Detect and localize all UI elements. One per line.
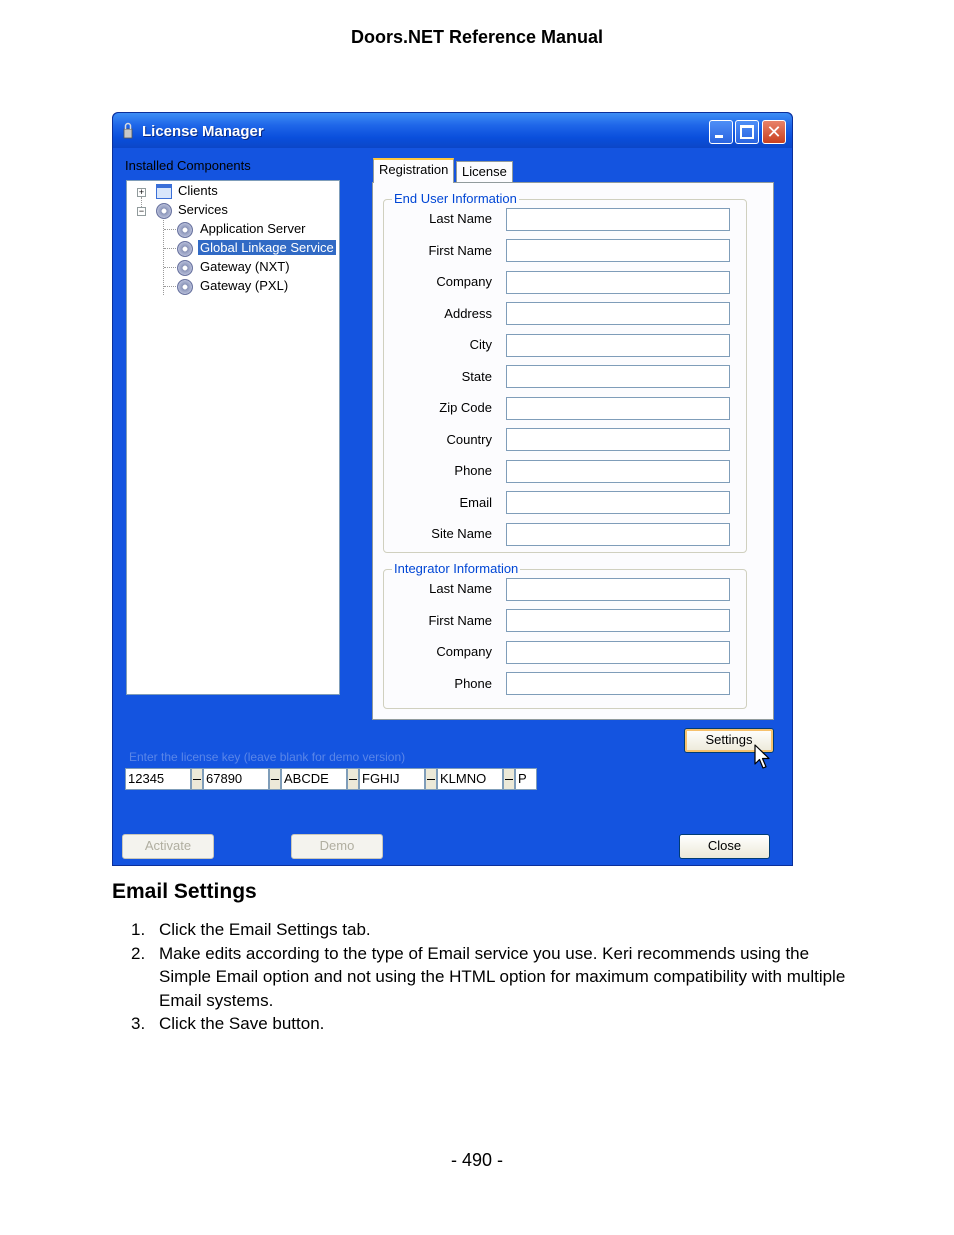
license-key-separator [269, 768, 281, 790]
gear-icon [177, 279, 193, 295]
close-window-button[interactable] [762, 120, 786, 144]
license-key-part-2[interactable]: 67890 [203, 768, 269, 790]
state-label: State [461, 369, 492, 384]
minimize-button[interactable] [709, 120, 733, 144]
tree-connector [164, 267, 176, 268]
license-manager-window [112, 112, 793, 866]
document-header: Doors.NET Reference Manual [350, 27, 604, 47]
city-label: City [469, 337, 492, 352]
license-key-part-6[interactable]: P [515, 768, 537, 790]
tree-item-gateway-nxt[interactable]: Gateway (NXT) [200, 259, 290, 274]
tab-license[interactable]: License [456, 161, 513, 182]
first-name-label: First Name [428, 243, 492, 258]
maximize-button[interactable] [735, 120, 759, 144]
tree-item-application-server[interactable]: Application Server [200, 221, 306, 236]
expand-icon[interactable]: + [138, 187, 145, 197]
license-key-separator [191, 768, 203, 790]
tree-connector [164, 286, 176, 287]
installed-components-label: Installed Components [125, 158, 251, 173]
tab-registration[interactable]: Registration [373, 158, 454, 183]
demo-button[interactable]: Demo [291, 834, 383, 859]
step-number: 1. [131, 920, 146, 939]
gear-icon [177, 260, 193, 276]
settings-button[interactable]: Settings [684, 728, 774, 753]
tree-item-global-linkage-service[interactable]: Global Linkage Service [200, 240, 334, 255]
collapse-icon[interactable]: − [138, 206, 145, 216]
address-field[interactable] [506, 302, 730, 325]
step-text: Click the Email Settings tab. [159, 920, 371, 939]
gear-icon [177, 241, 193, 257]
first-name-field[interactable] [506, 239, 730, 262]
email-field[interactable] [506, 491, 730, 514]
address-label: Address [444, 306, 492, 321]
integrator-first-name-field[interactable] [506, 609, 730, 632]
tree-connector [164, 248, 176, 249]
end-user-group [383, 191, 747, 553]
phone-field[interactable] [506, 460, 730, 483]
tree-connector [164, 229, 176, 230]
last-name-label: Last Name [429, 211, 492, 226]
list-item [112, 1012, 852, 1036]
page-number: - 490 - [450, 1150, 504, 1170]
gear-icon [156, 203, 172, 219]
zip-code-label: Zip Code [439, 400, 492, 415]
site-name-label: Site Name [431, 526, 492, 541]
title-bar[interactable] [113, 113, 792, 148]
company-label: Company [436, 274, 492, 289]
integrator-last-name-field[interactable] [506, 578, 730, 601]
zip-code-field[interactable] [506, 397, 730, 420]
step-text: Make edits according to the type of Email service you use. Keri recommends using the Simple Email option and not using the HTML option for maximum compatibility with multiple Email systems. [159, 943, 846, 1010]
license-key-part-5[interactable]: KLMNO [437, 768, 503, 790]
site-name-field[interactable] [506, 523, 730, 546]
state-field[interactable] [506, 365, 730, 388]
step-number: 2. [131, 943, 146, 963]
integrator-company-label: Company [436, 644, 492, 659]
list-item [112, 918, 852, 942]
tree-item-gateway-pxl[interactable]: Gateway (PXL) [200, 278, 289, 293]
phone-label: Phone [454, 463, 492, 478]
window-title: License Manager [142, 123, 264, 140]
integrator-phone-label: Phone [454, 676, 492, 691]
mouse-pointer-icon [754, 744, 772, 770]
maximize-icon [740, 125, 754, 139]
license-key-separator [503, 768, 515, 790]
integrator-group-title: Integrator Information [394, 561, 519, 576]
license-key-hint: Enter the license key (leave blank for demo version) [129, 750, 406, 764]
gear-icon [177, 222, 193, 238]
end-user-group-title: End User Information [394, 191, 517, 206]
close-button[interactable]: Close [679, 834, 770, 859]
clients-icon [156, 184, 172, 199]
registration-panel [372, 182, 774, 720]
tree-item-services[interactable]: Services [178, 202, 228, 217]
close-icon: ✕ [766, 122, 782, 142]
city-field[interactable] [506, 334, 730, 357]
tree-item-clients[interactable]: Clients [178, 183, 218, 198]
step-text: Click the Save button. [159, 1014, 325, 1033]
integrator-group [383, 561, 747, 709]
step-number: 3. [131, 1014, 146, 1033]
license-key-part-4[interactable]: FGHIJ [359, 768, 425, 790]
last-name-field[interactable] [506, 208, 730, 231]
section-title: Email Settings [112, 880, 257, 903]
activate-button[interactable]: Activate [122, 834, 214, 859]
country-field[interactable] [506, 428, 730, 451]
integrator-last-name-label: Last Name [429, 581, 492, 596]
list-item [112, 942, 852, 1013]
minimize-icon [715, 135, 723, 138]
license-key-separator [425, 768, 437, 790]
country-label: Country [446, 432, 492, 447]
components-tree[interactable] [126, 180, 340, 695]
company-field[interactable] [506, 271, 730, 294]
license-key-separator [347, 768, 359, 790]
email-label: Email [459, 495, 492, 510]
lock-icon [123, 122, 133, 139]
license-key-part-1[interactable]: 12345 [125, 768, 191, 790]
license-key-part-3[interactable]: ABCDE [281, 768, 347, 790]
integrator-company-field[interactable] [506, 641, 730, 664]
integrator-phone-field[interactable] [506, 672, 730, 695]
integrator-first-name-label: First Name [428, 613, 492, 628]
steps-list [112, 918, 852, 1036]
